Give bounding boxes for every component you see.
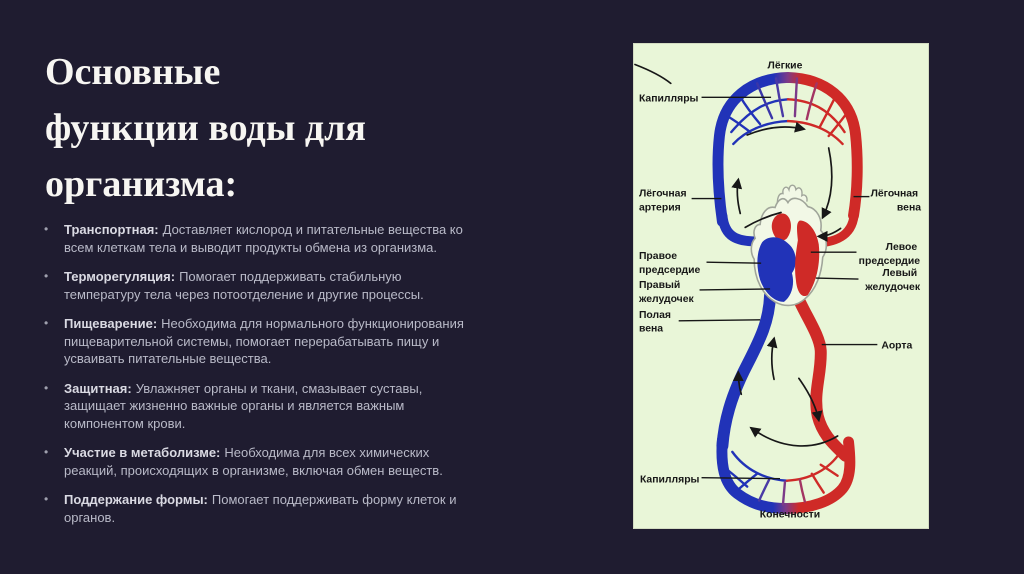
label-aorta: Аорта <box>881 340 913 352</box>
bullet-dot: • <box>44 445 49 459</box>
label-capillaries-top: Капилляры <box>638 93 699 105</box>
bullet-text <box>64 315 468 368</box>
label-pulmonary-artery: Лёгочная артерия <box>638 188 687 214</box>
bullet-lead: Пищеварение: <box>64 316 158 331</box>
label-left-ventricle: Левый желудочек <box>865 268 921 293</box>
bullet-text <box>64 444 468 479</box>
bullet-lead: Участие в метаболизме: <box>64 445 221 460</box>
bullet-lead: Терморегуляция: <box>64 269 176 284</box>
bullet-lead: Поддержание формы: <box>64 492 208 507</box>
bullet-body: Увлажняет органы и ткани, смазывает суставы, защищает жизненно важные органы и является важным компонентом крови. <box>64 380 423 431</box>
title-line-3: организма: <box>45 163 238 205</box>
bullet-dot: • <box>44 380 49 395</box>
list-item <box>44 221 468 256</box>
bullet-text <box>64 491 468 526</box>
label-right-ventricle: Правый желудочек <box>638 279 694 305</box>
circulation-diagram-image <box>633 43 929 529</box>
bullet-body: Необходима для всех химических реакций, происходящих в организме, включая обмен веществ. <box>64 445 443 478</box>
bullet-text <box>64 268 468 303</box>
label-limbs: Конечности <box>759 509 821 521</box>
bullet-list <box>44 221 468 538</box>
aorta-vessel <box>796 293 846 456</box>
right-heart-blue <box>757 237 795 302</box>
bullet-body: Помогает поддерживать стабильную температуру тела через потоотделение и другие процессы. <box>64 269 424 302</box>
list-item <box>44 444 468 479</box>
label-pulmonary-vein: Лёгочная вена <box>870 188 922 214</box>
bullet-body: Помогает поддерживать форму клеток и органов. <box>64 492 457 525</box>
label-left-atrium: Левое предсердие <box>858 242 921 268</box>
bullet-lead: Защитная: <box>64 380 132 396</box>
bullet-lead: Транспортная: <box>64 222 159 237</box>
vena-cava-vessel <box>722 295 770 446</box>
systemic-loop <box>722 440 850 509</box>
bullet-dot: • <box>44 269 49 283</box>
list-item <box>44 491 468 526</box>
bullet-dot: • <box>44 492 49 506</box>
circulation-diagram <box>634 44 928 528</box>
heart <box>751 185 826 305</box>
list-item <box>44 268 468 303</box>
title-line-1: Основные <box>45 51 221 93</box>
list-item <box>44 380 468 433</box>
page-title <box>45 44 585 212</box>
title-line-2: функции воды для <box>45 107 366 149</box>
label-vena-cava: Полая вена <box>638 309 672 335</box>
label-capillaries-bottom: Капилляры <box>639 474 700 486</box>
bullet-text <box>64 221 468 256</box>
bullet-dot: • <box>44 222 49 236</box>
label-lungs: Лёгкие <box>767 60 803 72</box>
bullet-dot: • <box>44 316 49 330</box>
bullet-text <box>64 380 468 433</box>
bullet-body: Необходима для нормального функционирования пищеварительной системы, помогает перерабатывать пищу и усваивать питательные вещества. <box>64 316 464 366</box>
label-right-atrium: Правое предсердие <box>638 251 701 277</box>
bullet-body: Доставляет кислород и питательные вещества ко всем клеткам тела и выводит продукты обмена из организма. <box>64 222 463 255</box>
list-item <box>44 315 468 368</box>
